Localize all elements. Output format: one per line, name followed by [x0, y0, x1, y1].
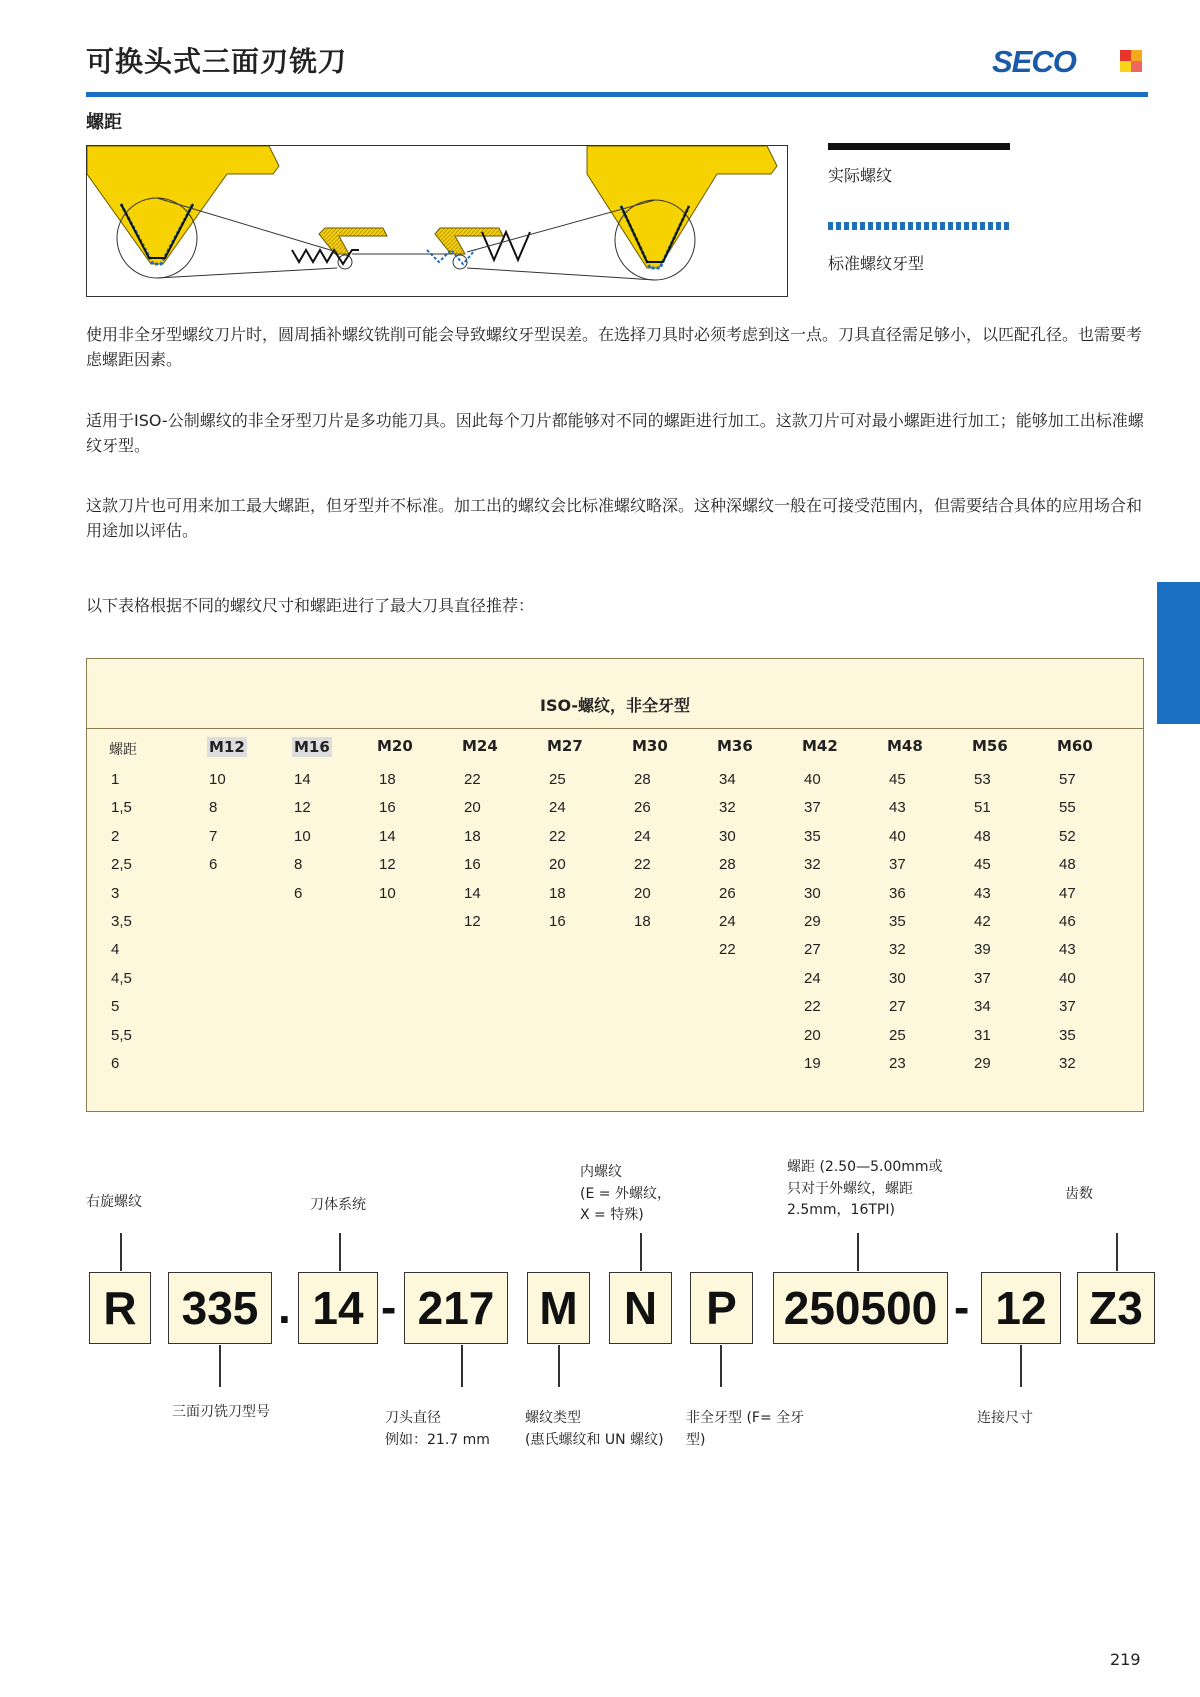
code-label: 连接尺寸: [977, 1410, 1033, 1426]
paragraph: 这款刀片也可用来加工最大螺距，但牙型并不标准。加工出的螺纹会比标准螺纹略深。这种深螺纹一般在可接受范围内，但需要结合具体的应用场合和用途加以评估。: [86, 496, 1143, 540]
table-cell: 24: [549, 799, 566, 816]
table-cell: 10: [209, 771, 226, 788]
table-cell: 6: [209, 856, 218, 873]
column-header: M16: [294, 738, 330, 756]
table-cell: 18: [549, 885, 566, 902]
code-segment-box: 250500: [773, 1272, 948, 1344]
pitch-cell: 1: [111, 771, 120, 788]
max-cutter-diameter-table: [86, 658, 1144, 1112]
table-cell: 6: [294, 885, 303, 902]
table-cell: 8: [294, 856, 303, 873]
table-cell: 27: [889, 998, 906, 1015]
table-cell: 7: [209, 828, 218, 845]
table-cell: 30: [889, 970, 906, 987]
code-separator: .: [278, 1281, 291, 1333]
table-cell: 16: [464, 856, 481, 873]
code-segment-box: M: [527, 1272, 590, 1344]
table-header-divider: [87, 728, 1143, 729]
table-cell: 48: [974, 828, 991, 845]
table-cell: 16: [549, 913, 566, 930]
table-cell: 35: [1059, 1027, 1076, 1044]
table-cell: 52: [1059, 828, 1076, 845]
leader-line: [1020, 1345, 1022, 1387]
leader-line: [857, 1233, 859, 1271]
table-cell: 25: [889, 1027, 906, 1044]
table-cell: 22: [634, 856, 651, 873]
code-segment-box: 12: [981, 1272, 1061, 1344]
column-header: M12: [209, 738, 245, 756]
table-cell: 40: [804, 771, 821, 788]
table-cell: 20: [804, 1027, 821, 1044]
table-cell: 43: [889, 799, 906, 816]
column-header: M60: [1057, 737, 1093, 755]
code-label: 非全牙型 (F= 全牙: [686, 1410, 805, 1426]
leader-line: [720, 1345, 722, 1387]
code-label: (E = 外螺纹，: [580, 1186, 671, 1202]
table-cell: 36: [889, 885, 906, 902]
column-header: M30: [632, 737, 668, 755]
table-cell: 32: [804, 856, 821, 873]
table-cell: 43: [1059, 941, 1076, 958]
table-cell: 25: [549, 771, 566, 788]
code-label: 型): [686, 1432, 706, 1448]
pitch-cell: 4: [111, 941, 120, 958]
table-cell: 20: [549, 856, 566, 873]
seco-logo: [992, 46, 1144, 78]
table-cell: 51: [974, 799, 991, 816]
table-cell: 24: [634, 828, 651, 845]
code-label: 螺距 (2.50—5.00mm或: [787, 1159, 943, 1175]
table-cell: 26: [719, 885, 736, 902]
code-separator: -: [381, 1281, 397, 1333]
code-label: 三面刃铣刀型号: [172, 1404, 270, 1420]
section-tab: [1157, 582, 1200, 724]
table-cell: 20: [464, 799, 481, 816]
table-cell: 22: [464, 771, 481, 788]
leader-line: [1116, 1233, 1118, 1271]
code-segment-box: 217: [404, 1272, 508, 1344]
paragraph: 适用于ISO-公制螺纹的非全牙型刀片是多功能刀具。因此每个刀片都能够对不同的螺距进行加工。这款刀片可对最小螺距进行加工；能够加工出标准螺纹牙型。: [86, 411, 1144, 455]
table-cell: 35: [889, 913, 906, 930]
table-cell: 22: [549, 828, 566, 845]
table-cell: 31: [974, 1027, 991, 1044]
table-cell: 37: [889, 856, 906, 873]
legend-actual-swatch: [828, 143, 1010, 150]
table-cell: 47: [1059, 885, 1076, 902]
table-cell: 32: [889, 941, 906, 958]
table-cell: 34: [974, 998, 991, 1015]
table-cell: 20: [634, 885, 651, 902]
header-rule: [86, 92, 1148, 97]
section-title: 螺距: [86, 112, 122, 133]
table-cell: 32: [1059, 1055, 1076, 1072]
code-label: 只对于外螺纹，螺距: [787, 1181, 913, 1197]
table-cell: 28: [634, 771, 651, 788]
leader-line: [219, 1345, 221, 1387]
legend-standard-swatch: [828, 222, 1010, 230]
code-segment-box: N: [609, 1272, 672, 1344]
leader-line: [640, 1233, 642, 1271]
table-cell: 18: [379, 771, 396, 788]
table-cell: 10: [294, 828, 311, 845]
table-cell: 12: [294, 799, 311, 816]
table-cell: 45: [889, 771, 906, 788]
pitch-cell: 5,5: [111, 1027, 132, 1044]
code-label: 螺纹类型: [525, 1410, 581, 1426]
table-cell: 23: [889, 1055, 906, 1072]
table-cell: 19: [804, 1055, 821, 1072]
leader-line: [461, 1345, 463, 1387]
legend-actual-label: 实际螺纹: [828, 166, 893, 185]
code-label: 齿数: [1065, 1186, 1093, 1202]
table-cell: 45: [974, 856, 991, 873]
table-cell: 57: [1059, 771, 1076, 788]
pitch-column-header: 螺距: [109, 742, 137, 758]
code-label: (惠氏螺纹和 UN 螺纹): [525, 1432, 664, 1448]
code-segment-box: 14: [298, 1272, 378, 1344]
table-cell: 27: [804, 941, 821, 958]
table-cell: 30: [719, 828, 736, 845]
table-cell: 14: [464, 885, 481, 902]
pitch-cell: 2: [111, 828, 120, 845]
code-label: 2.5mm，16TPI): [787, 1202, 895, 1218]
table-cell: 26: [634, 799, 651, 816]
table-cell: 22: [804, 998, 821, 1015]
page-number: 219: [1110, 1650, 1141, 1669]
pitch-cell: 5: [111, 998, 120, 1015]
table-cell: 48: [1059, 856, 1076, 873]
table-cell: 24: [804, 970, 821, 987]
table-cell: 22: [719, 941, 736, 958]
table-cell: 10: [379, 885, 396, 902]
table-cell: 18: [634, 913, 651, 930]
thread-diagram-svg: [87, 146, 787, 296]
table-cell: 28: [719, 856, 736, 873]
code-label: 右旋螺纹: [86, 1194, 142, 1210]
paragraph: 以下表格根据不同的螺纹尺寸和螺距进行了最大刀具直径推荐：: [86, 596, 535, 615]
table-cell: 24: [719, 913, 736, 930]
code-label: 刀体系统: [310, 1197, 366, 1213]
table-cell: 40: [889, 828, 906, 845]
column-header: M48: [887, 737, 923, 755]
table-cell: 40: [1059, 970, 1076, 987]
table-cell: 29: [974, 1055, 991, 1072]
column-header: M24: [462, 737, 498, 755]
page-title: 可换头式三面刃铣刀: [86, 45, 348, 78]
code-segment-box: Z3: [1077, 1272, 1155, 1344]
pitch-cell: 1,5: [111, 799, 132, 816]
pitch-cell: 6: [111, 1055, 120, 1072]
code-segment-box: R: [89, 1272, 151, 1344]
table-cell: 29: [804, 913, 821, 930]
code-separator: -: [954, 1281, 970, 1333]
table-cell: 43: [974, 885, 991, 902]
table-cell: 39: [974, 941, 991, 958]
table-cell: 30: [804, 885, 821, 902]
leader-line: [120, 1233, 122, 1271]
leader-line: [558, 1345, 560, 1387]
paragraph: 使用非全牙型螺纹刀片时，圆周插补螺纹铣削可能会导致螺纹牙型误差。在选择刀具时必须考虑到这一点。刀具直径需足够小，以匹配孔径。也需要考虑螺距因素。: [86, 325, 1143, 369]
leader-line: [339, 1233, 341, 1271]
table-cell: 35: [804, 828, 821, 845]
code-label: 刀头直径: [385, 1410, 441, 1426]
pitch-cell: 2,5: [111, 856, 132, 873]
table-cell: 42: [974, 913, 991, 930]
table-cell: 12: [464, 913, 481, 930]
table-cell: 37: [804, 799, 821, 816]
table-cell: 14: [379, 828, 396, 845]
logo-text: SECO: [992, 44, 1076, 79]
table-cell: 46: [1059, 913, 1076, 930]
code-label: X = 特殊): [580, 1207, 644, 1223]
code-label: 内螺纹: [580, 1164, 622, 1180]
code-segment-box: 335: [168, 1272, 272, 1344]
column-header: M56: [972, 737, 1008, 755]
column-header: M20: [377, 737, 413, 755]
table-cell: 37: [974, 970, 991, 987]
column-header: M42: [802, 737, 838, 755]
thread-profile-diagram: [86, 145, 788, 297]
logo-mark-icon: [1120, 50, 1142, 72]
table-cell: 16: [379, 799, 396, 816]
pitch-cell: 3,5: [111, 913, 132, 930]
table-cell: 18: [464, 828, 481, 845]
table-cell: 32: [719, 799, 736, 816]
table-cell: 14: [294, 771, 311, 788]
column-header: M36: [717, 737, 753, 755]
code-label: 例如：21.7 mm: [385, 1432, 490, 1448]
table-title: ISO-螺纹，非全牙型: [539, 696, 691, 715]
table-cell: 37: [1059, 998, 1076, 1015]
table-cell: 34: [719, 771, 736, 788]
legend-standard-label: 标准螺纹牙型: [828, 254, 925, 273]
table-cell: 55: [1059, 799, 1076, 816]
table-cell: 8: [209, 799, 218, 816]
code-segment-box: P: [690, 1272, 753, 1344]
pitch-cell: 4,5: [111, 970, 132, 987]
column-header: M27: [547, 737, 583, 755]
table-cell: 12: [379, 856, 396, 873]
table-cell: 53: [974, 771, 991, 788]
pitch-cell: 3: [111, 885, 120, 902]
